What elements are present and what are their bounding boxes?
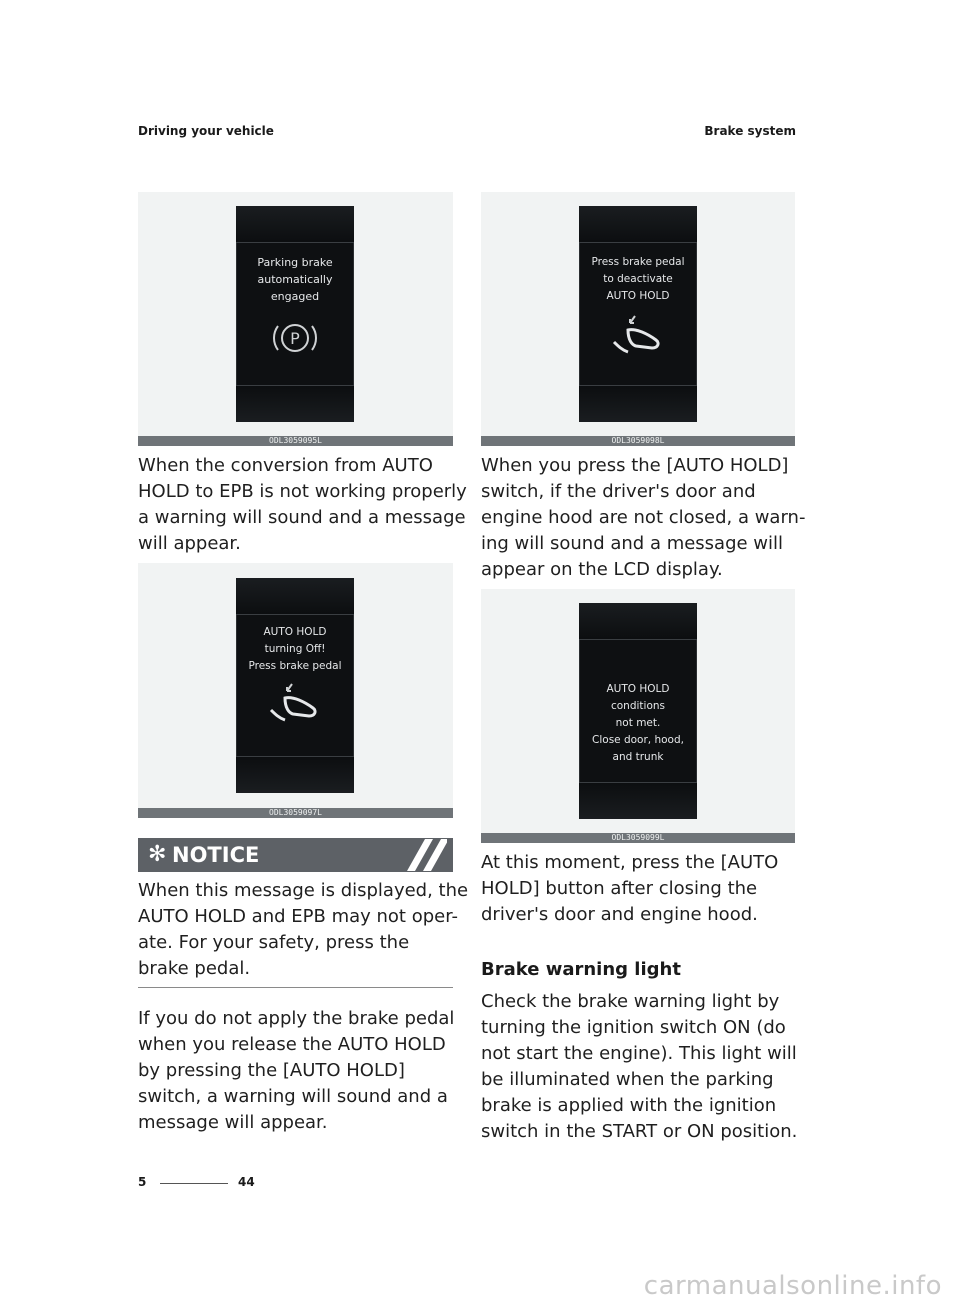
paragraph-conversion-warning: When the conversion from AUTO HOLD to EPB is not working properly a warning will sound and a message will appear. [138,455,467,554]
figure-code: ODL3059097L [138,808,453,818]
notice-body: When this message is displayed, the AUTO HOLD and EPB may not oper- ate. For your safety, press the brake pedal. [138,880,469,979]
figure-auto-hold-conditions-not-met [481,589,795,843]
notice-title: NOTICE [172,843,260,867]
parking-brake-icon [270,318,320,362]
paragraph-close-door-hood: At this moment, press the [AUTO HOLD] button after closing the driver's door and engine hood. [481,852,779,925]
notice-asterisk-icon: ✻ [148,842,167,867]
paragraph-brake-warning-light: Check the brake warning light by turning the ignition switch ON (do not start the engine). This light will be illuminated when the parking brake is applied with the ignition switch in the START or ON position. [481,991,798,1142]
section-heading-brake-warning-light: Brake warning light [481,959,681,980]
figure-parking-brake-engaged [138,192,453,446]
notice-divider [138,987,453,988]
notice-header [138,838,453,872]
figure-code: ODL3059095L [138,436,453,446]
footer-section-number: 5 [138,1175,147,1189]
paragraph-door-hood-warning: When you press the [AUTO HOLD] switch, if the driver's door and engine hood are not closed, a warn- ing will sound and a message will appear on the LCD display. [481,455,806,580]
watermark: carmanualsonline.info [643,1271,942,1301]
svg-text:P: P [290,329,300,348]
lcd-message: AUTO HOLD conditions not met. Close door, hood, and trunk [592,683,684,763]
figure-auto-hold-turning-off [138,563,453,818]
running-header-section: Brake system [704,124,796,138]
running-header-chapter: Driving your vehicle [138,124,274,138]
lcd-display [579,206,697,422]
lcd-display [236,578,354,793]
footer-divider [160,1183,228,1184]
brake-pedal-icon [265,680,325,732]
figure-code: ODL3059099L [481,833,795,843]
brake-pedal-icon [608,312,668,364]
lcd-message: Parking brake automatically engaged [257,256,333,303]
notice-slash-icon [403,839,447,871]
figure-press-brake-to-deactivate [481,192,795,446]
lcd-display [236,206,354,422]
footer-page-number: 44 [238,1175,255,1189]
lcd-message: Press brake pedal to deactivate AUTO HOLD [591,256,685,302]
paragraph-release-warning: If you do not apply the brake pedal when you release the AUTO HOLD by pressing the [AUTO HOLD] switch, a warning will sound and a message will appear. [138,1008,455,1133]
lcd-display [579,603,697,819]
lcd-message: AUTO HOLD turning Off! Press brake pedal [248,626,342,672]
figure-code: ODL3059098L [481,436,795,446]
